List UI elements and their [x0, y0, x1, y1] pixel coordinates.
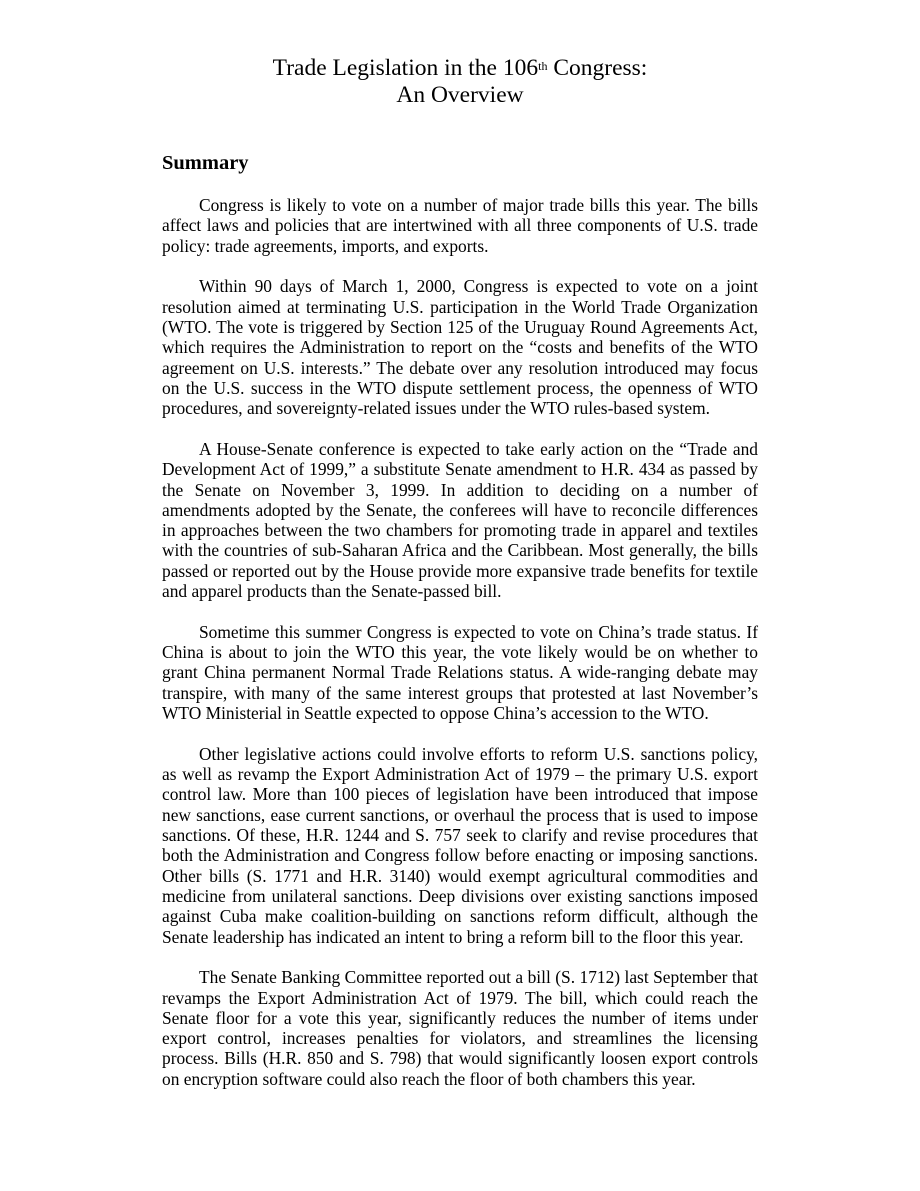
title-line: [0, 55, 920, 82]
paragraph-wto-overview: Congress is likely to vote on a number of major trade bills this year. The bills affect laws and policies that are intertwined with all three components of U.S. trade policy: trade agreements, imports, and exports.: [162, 195, 758, 256]
summary-body: [162, 195, 758, 1110]
summary-heading: Summary: [162, 152, 249, 174]
title-suffix: Congress:: [547, 55, 648, 81]
title-prefix: Trade Legislation in the 106: [272, 55, 539, 81]
paragraph-sanctions: Other legislative actions could involve efforts to reform U.S. sanctions policy, as well as revamp the Export Administration Act of 1979 – the primary U.S. export control law. More than 100 pieces of legislation have been introduced that impose new sanctions, ease current sanctions, or overhaul the process that is used to impose sanctions. Of these, H.R. 1244 and S. 757 seek to clarify and revise procedures that both the Administration and Congress follow before enacting or imposing sanctions. Other bills (S. 1771 and H.R. 3140) would exempt agricultural commodities and medicine from unilateral sanctions. Deep divisions over existing sanctions imposed against Cuba make coalition-building on sanctions reform difficult, although the Senate leadership has indicated an intent to bring a reform bill to the floor this year.: [162, 743, 758, 947]
document-title: [0, 55, 920, 109]
paragraph-wto-resolution: Within 90 days of March 1, 2000, Congress is expected to vote on a joint resolution aimed at terminating U.S. participation in the World Trade Organization (WTO. The vote is triggered by Section 125 of the Uruguay Round Agreements Act, which requires the Administration to report on the “costs and benefits of the WTO agreement on U.S. interests.” The debate over any resolution introduced may focus on the U.S. success in the WTO dispute settlement process, the openness of WTO procedures, and sovereignty-related issues under the WTO rules-based system.: [162, 276, 758, 419]
paragraph-export-controls: The Senate Banking Committee reported out a bill (S. 1712) last September that revamps the Export Administration Act of 1979. The bill, which could reach the Senate floor for a vote this year, significantly reduces the number of items under export control, increases penalties for violators, and streamlines the licensing process. Bills (H.R. 850 and S. 798) that would significantly loosen export controls on encryption software could also reach the floor of both chambers this year.: [162, 967, 758, 1089]
paragraph-africa-caribbean: A House-Senate conference is expected to take early action on the “Trade and Development Act of 1999,” a substitute Senate amendment to H.R. 434 as passed by the Senate on November 3, 1999. In addition to deciding on a number of amendments adopted by the Senate, the conferees will have to reconcile differences in approaches between the two chambers for promoting trade in apparel and textiles with the countries of sub-Saharan Africa and the Caribbean. Most generally, the bills passed or reported out by the House provide more expansive trade benefits for textile and apparel products than the Senate-passed bill.: [162, 438, 758, 602]
title-superscript: th: [538, 59, 548, 73]
paragraph-china-trade: Sometime this summer Congress is expected to vote on China’s trade status. If China is about to join the WTO this year, the vote likely would be on whether to grant China permanent Normal Trade Relations status. A wide-ranging debate may transpire, with many of the same interest groups that protested at last November’s WTO Ministerial in Seattle expected to oppose China’s accession to the WTO.: [162, 621, 758, 724]
subtitle: An Overview: [396, 82, 524, 108]
